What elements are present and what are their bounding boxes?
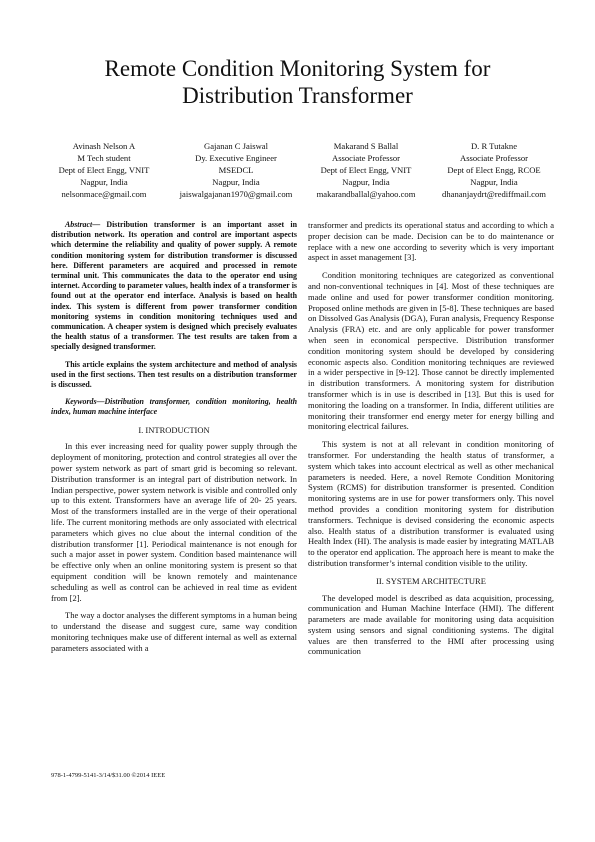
- author-dept: Dept of Elect Engg, VNIT: [320, 165, 412, 175]
- author-role: Associate Professor: [459, 153, 529, 163]
- author-email[interactable]: makarandballal@yahoo.com: [316, 189, 416, 199]
- architecture-paragraph-1: The developed model is described as data acquisition, processing, communication and Human Machine Interface (HMI). The different parameters are made available for monitoring using data acquisition system using sensors and signal conditioning systems. The digital values are then transferred to the HMI after processing using communication: [308, 592, 554, 657]
- author-2: [172, 140, 300, 200]
- author-role: Associate Professor: [331, 153, 401, 163]
- intro-paragraph-4: Condition monitoring techniques are categorized as conventional and non-conventional techniques in [4]. Most of these techniques are made online and used for power transformer condition monitoring. Proposed online methods are given in [5-8]. These techniques are based on Dissolved Gas Analysis (DGA), Furan analysis, Frequency Response Analysis (FRA) etc. and are only applicable for power transformer when seen in economical perspective. Distribution transformer condition monitoring system should be developed by considering economic aspects also. Condition monitoring techniques are reviewed in a wider perspective in [9-12]. Those cannot be directly implemented in distribution transformers. A monitoring system for distribution transformer which is in use is described in [13]. But this is used for monitoring the loading on a transformer. In India, different utilities are monitoring their transformer end energy meter for energy billing and monitoring electrical failures.: [308, 270, 554, 432]
- author-dept: Dept of Elect Engg, VNIT: [58, 165, 150, 175]
- keywords: Keywords—Distribution transformer, condition monitoring, health index, human machine interface: [51, 397, 297, 417]
- title-line-2: Distribution Transformer: [182, 83, 413, 108]
- author-location: Nagpur, India: [80, 177, 128, 187]
- abstract: [51, 220, 297, 353]
- author-4: [430, 140, 558, 200]
- author-name: Avinash Nelson A: [72, 141, 136, 151]
- copyright-footer: 978-1-4799-5141-3/14/$31.00 ©2014 IEEE: [51, 772, 166, 779]
- paper-title: [40, 55, 555, 109]
- abstract-paragraph-2: This article explains the system architecture and method of analysis used in the first sections. Then test results on a distribution transformer is discussed.: [51, 359, 297, 390]
- author-location: Nagpur, India: [470, 177, 518, 187]
- author-dept: MSEDCL: [218, 165, 254, 175]
- author-role: M Tech student: [77, 153, 131, 163]
- section-heading-system-architecture: II. SYSTEM ARCHITECTURE: [376, 575, 486, 586]
- author-dept: Dept of Elect Engg, RCOE: [447, 165, 541, 175]
- author-role: Dy. Executive Engineer: [195, 153, 277, 163]
- author-1: [40, 140, 168, 200]
- left-column: [51, 220, 297, 654]
- right-column: [308, 220, 554, 657]
- author-email[interactable]: jaiswalgajanan1970@gmail.com: [179, 189, 293, 199]
- author-email[interactable]: dhananjaydrt@rediffmail.com: [442, 189, 546, 199]
- intro-paragraph-5: This system is not at all relevant in condition monitoring of transformer. For understanding the health status of transformer, a system which takes into account electrical as well as other mechanical parameters is needed. Here, a novel Remote Condition Monitoring System (RCMS) for distribution transformer is presented. Condition monitoring systems are in use for power transformers only. This novel method provides a condition monitoring system for distribution transformers. Technique is devised considering the economic aspects also. Health status of a distribution transformer is evaluated using Health Index (HI). The analysis is made easier by integrating MATLAB to the operator end application. The approach here is meant to make the distribution transformer’s internal condition visible to the utility.: [308, 439, 554, 568]
- abstract-text: — Distribution transformer is an important asset in distribution network. Its operation and control are important aspects which determine the reliability and quality of power supply. A remote condition monitoring system for distribution transformer is discussed here. Different parameters are acquired and processed in remote terminal unit. This communicates the data to the operator end using internet. According to parameter values, health index of a transformer is found out at the operator end interface. Analysis is based on health index. This system is different from power transformer condition monitoring systems in condition monitoring techniques used and communication. A cheaper system is designed which precisely evaluates the health status of a transformer. The test results are taken from a specially designed transformer.: [51, 220, 297, 352]
- intro-paragraph-1: In this ever increasing need for quality power supply through the deployment of monitoring, protection and control strategies all over the power system network as part of smart grid is becoming so relevant. Distribution transformer is an integral part of distribution network. In Indian perspective, power system network is visible and controlled only up to this extent. Transformers have an average life of 20- 25 years. Most of the transformers installed are in the verge of their operational life. The current monitoring methods are only associated with electrical parameters which gives no clue about the internal condition of the distribution transformer [1]. Periodical maintenance is not enough for such a major asset in power system. Condition based maintenance will be effective only when an online monitoring system is present so that equipment condition will be known remotely and maintenance scheduling as well as control can be achieved in real time as evident from [2].: [51, 441, 297, 603]
- abstract-label: Abstract: [65, 220, 93, 229]
- author-location: Nagpur, India: [342, 177, 390, 187]
- author-block: [40, 140, 560, 200]
- author-name: D. R Tutakne: [470, 141, 518, 151]
- title-line-1: Remote Condition Monitoring System for: [104, 56, 491, 81]
- intro-paragraph-2: The way a doctor analyses the different symptoms in a human being to understand the disease and suggest cure, same way condition monitoring techniques make use of different internal as well as external parameters associated with a: [51, 610, 297, 653]
- intro-paragraph-3: transformer and predicts its operational status and according to which a proper decision can be made. Decision can be to do maintenance or replace with a new one according to severity which is very important aspect in asset management [3].: [308, 220, 554, 263]
- author-location: Nagpur, India: [212, 177, 260, 187]
- author-name: Gajanan C Jaiswal: [204, 141, 268, 151]
- author-email[interactable]: nelsonmace@gmail.com: [61, 189, 147, 199]
- section-heading-introduction: I. INTRODUCTION: [138, 424, 210, 435]
- author-3: [302, 140, 430, 200]
- author-name: Makarand S Ballal: [333, 141, 399, 151]
